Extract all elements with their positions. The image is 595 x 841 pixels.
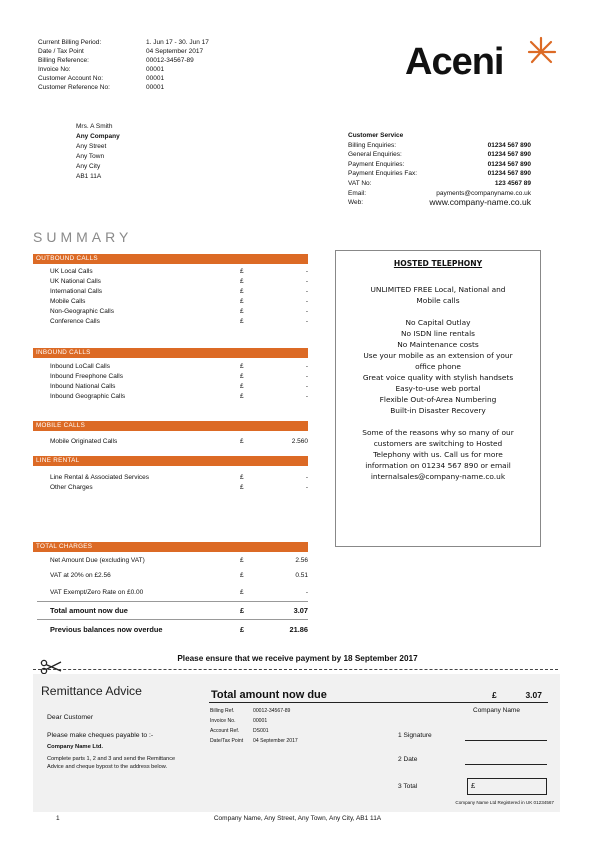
total-due-amount: 3.07 (293, 606, 308, 615)
tax-point-value: 04 September 2017 (146, 48, 204, 55)
promo-line: Flexible Out-of-Area Numbering (379, 395, 497, 404)
promo-line: No Capital Outlay (405, 318, 471, 327)
billing-period-value: 1. Jun 17 - 30. Jun 17 (146, 39, 209, 46)
meta-value: 04 September 2017 (253, 738, 298, 744)
charge-label: Inbound LoCall Calls (50, 363, 110, 370)
charge-label: Inbound Freephone Calls (50, 373, 123, 380)
invoice-no-label: Invoice No: (38, 66, 71, 73)
customer-ref-label: Customer Reference No: (38, 84, 110, 91)
customer-ref-value: 00001 (146, 84, 165, 91)
web-link[interactable]: www.company-name.co.uk (429, 197, 531, 208)
starburst-icon (523, 34, 559, 70)
customer-service-title: Customer Service (348, 132, 404, 139)
customer-service (348, 131, 531, 208)
address-postcode: AB1 11A (76, 173, 102, 180)
charge-label: Line Rental & Associated Services (50, 474, 149, 481)
hosted-telephony-box (335, 250, 541, 547)
promo-line: information on 01234 567 890 or email (365, 461, 511, 470)
charge-label: Non-Geographic Calls (50, 308, 114, 315)
promo-line: Built-in Disaster Recovery (390, 406, 486, 415)
currency: £ (240, 373, 244, 380)
charge-label: Mobile Originated Calls (50, 438, 118, 445)
currency: £ (240, 278, 244, 285)
total-field[interactable]: £ (467, 778, 547, 795)
promo-line: office phone (415, 362, 461, 371)
meta-value: DS001 (253, 728, 269, 734)
currency: £ (240, 268, 244, 275)
remittance-total-bar (209, 688, 548, 703)
summary-title: SUMMARY (33, 229, 133, 245)
amount: - (305, 474, 308, 481)
cs-label: Payment Enquiries: (348, 160, 405, 168)
amount: - (305, 308, 308, 315)
billing-info (38, 38, 268, 92)
vat-value: 123 4567 89 (494, 179, 531, 187)
address-line: Mrs. A Smith (76, 123, 113, 130)
amount: - (305, 393, 308, 400)
total-due-row (33, 602, 308, 619)
remittance-total-amount: 3.07 (525, 690, 542, 700)
section-heading: INBOUND CALLS (33, 348, 308, 358)
promo-line: Great voice quality with stylish handsets (362, 373, 514, 382)
amount: - (305, 484, 308, 491)
currency: £ (240, 572, 244, 579)
billing-period-label: Current Billing Period: (38, 39, 102, 46)
amount: - (305, 589, 308, 596)
charge-label: VAT Exempt/Zero Rate on £0.00 (50, 589, 144, 596)
previous-balance-row (33, 620, 308, 640)
amount: 0.51 (295, 572, 308, 579)
charge-row (33, 554, 308, 567)
billing-reference-label: Billing Reference: (38, 57, 89, 64)
date-label: 2 Date (398, 756, 418, 763)
amount: - (305, 278, 308, 285)
amount: 2.56 (295, 557, 308, 564)
remittance-reference-list (210, 706, 298, 746)
currency: £ (240, 606, 245, 615)
charge-label: International Calls (50, 288, 103, 295)
previous-balance-label: Previous balances now overdue (50, 625, 163, 634)
section-heading: LINE RENTAL (33, 456, 308, 466)
currency: £ (240, 474, 244, 481)
line-rental-section (33, 456, 308, 493)
email-link[interactable]: payments@companyname.co.uk (436, 189, 531, 197)
section-heading: MOBILE CALLS (33, 421, 308, 431)
amount: - (305, 298, 308, 305)
tax-point-label: Date / Tax Point (38, 48, 84, 55)
charge-row (33, 483, 308, 493)
amount: - (305, 363, 308, 370)
customer-address (76, 122, 236, 182)
amount: - (305, 268, 308, 275)
charge-row (33, 584, 308, 601)
currency: £ (240, 308, 244, 315)
logo-text: Aceni (405, 41, 504, 83)
charge-label: UK Local Calls (50, 268, 93, 275)
section-heading: OUTBOUND CALLS (33, 254, 308, 264)
promo-line: No Maintenance costs (397, 340, 479, 349)
email-label: Email: (348, 189, 367, 197)
amount: - (305, 288, 308, 295)
charge-label: UK National Calls (50, 278, 101, 285)
mobile-calls-section (33, 421, 308, 447)
charge-label: Conference Calls (50, 318, 100, 325)
outbound-calls-section (33, 254, 308, 327)
charge-row (33, 287, 308, 297)
cs-value: 01234 567 890 (487, 160, 531, 168)
charge-row (33, 382, 308, 392)
meta-label: Invoice No. (210, 718, 236, 724)
promo-email: internalsales@company-name.co.uk (370, 472, 506, 481)
invoice-no-value: 00001 (146, 66, 165, 73)
account-no-value: 00001 (146, 75, 165, 82)
cs-label: Payment Enquiries Fax: (348, 170, 418, 178)
currency: £ (240, 625, 245, 634)
total-charges-section (33, 542, 308, 640)
amount: - (305, 373, 308, 380)
web-label: Web: (348, 199, 364, 207)
charge-row (33, 372, 308, 382)
charge-row (33, 392, 308, 402)
remittance-company-name: Company Name (473, 707, 520, 714)
remittance-instructions: Complete parts 1, 2 and 3 and send the Remittance Advice and cheque bypost to the address below. (47, 756, 176, 770)
amount: - (305, 383, 308, 390)
currency: £ (240, 288, 244, 295)
cs-label: General Enquiries: (348, 151, 402, 159)
meta-label: Account Ref. (210, 728, 240, 734)
charge-row (33, 437, 308, 447)
charge-label: Mobile Calls (50, 298, 86, 305)
scissors-icon (40, 659, 62, 675)
currency: £ (240, 383, 244, 390)
charge-row (33, 277, 308, 287)
currency: £ (240, 589, 244, 596)
address-line: Any Street (76, 143, 107, 150)
cs-label: VAT No: (348, 179, 372, 187)
charge-row (33, 317, 308, 327)
footer-address: Company Name, Any Street, Any Town, Any City, AB1 11A (213, 815, 382, 822)
currency: £ (240, 393, 244, 400)
currency: £ (240, 298, 244, 305)
currency: £ (492, 690, 497, 700)
remittance-total-label: Total amount now due (211, 689, 327, 701)
charge-label: Net Amount Due (excluding VAT) (50, 557, 145, 564)
promo-line: Easy-to-use web portal (395, 384, 481, 393)
amount: - (305, 318, 308, 325)
amount: 2.560 (291, 438, 308, 445)
cs-value: 01234 567 890 (487, 170, 531, 178)
company-registration: Company Name Ltd Registered in UK 01234567 (455, 800, 554, 805)
charge-row (33, 267, 308, 277)
total-due-label: Total amount now due (50, 606, 128, 615)
remittance-greeting: Dear Customer (47, 714, 94, 721)
promo-line: Use your mobile as an extension of your (363, 351, 513, 360)
cs-value: 01234 567 890 (487, 141, 531, 149)
page-number: 1 (56, 815, 60, 822)
meta-label: Billing Ref. (210, 708, 235, 714)
charge-row (33, 307, 308, 317)
cs-label: Billing Enquiries: (348, 141, 397, 149)
company-logo (405, 34, 565, 94)
account-no-label: Customer Account No: (38, 75, 104, 82)
remittance-title: Remittance Advice (41, 684, 142, 698)
signature-label: 1 Signature (398, 732, 432, 739)
tear-off-line (33, 669, 558, 670)
promo-line: No ISDN line rentals (401, 329, 475, 338)
charge-row (33, 362, 308, 372)
date-field[interactable] (465, 764, 547, 765)
charge-label: Other Charges (50, 484, 93, 491)
currency: £ (240, 318, 244, 325)
meta-value: 00001 (253, 718, 268, 724)
charge-row (33, 567, 308, 584)
currency: £ (240, 484, 244, 491)
meta-label: Date/Tax Point (210, 738, 244, 744)
promo-line: UNLIMITED FREE Local, National and (370, 285, 506, 294)
currency: £ (240, 557, 244, 564)
remittance-advice (33, 674, 560, 812)
address-company: Any Company (76, 133, 120, 140)
currency: £ (240, 438, 244, 445)
hosted-telephony-title: HOSTED TELEPHONY (393, 259, 483, 268)
currency: £ (240, 363, 244, 370)
signature-field[interactable] (465, 740, 547, 741)
meta-value: 00012-34567-89 (253, 708, 291, 714)
section-heading: TOTAL CHARGES (33, 542, 308, 552)
charge-row (33, 297, 308, 307)
promo-line: customers are switching to Hosted (373, 439, 503, 448)
cs-value: 01234 567 890 (487, 151, 531, 159)
charge-label: VAT at 20% on £2.56 (50, 572, 111, 579)
previous-balance-amount: 21.86 (289, 625, 308, 634)
payee-name: Company Name Ltd. (47, 744, 104, 750)
promo-line: Some of the reasons why so many of our (362, 428, 514, 437)
billing-reference-value: 00012-34567-89 (146, 57, 194, 64)
charge-row (33, 473, 308, 483)
address-line: Any City (76, 163, 101, 170)
inbound-calls-section (33, 348, 308, 402)
total-label: 3 Total (398, 783, 418, 790)
cheque-instructions: Please make cheques payable to :- (47, 732, 154, 739)
charge-label: Inbound National Calls (50, 383, 116, 390)
promo-line: Telephony with us. Call us for more (373, 450, 503, 459)
address-line: Any Town (76, 153, 105, 160)
promo-line: Mobile calls (416, 296, 460, 305)
payment-deadline-notice: Please ensure that we receive payment by 18 September 2017 (177, 654, 418, 663)
charge-label: Inbound Geographic Calls (50, 393, 126, 400)
